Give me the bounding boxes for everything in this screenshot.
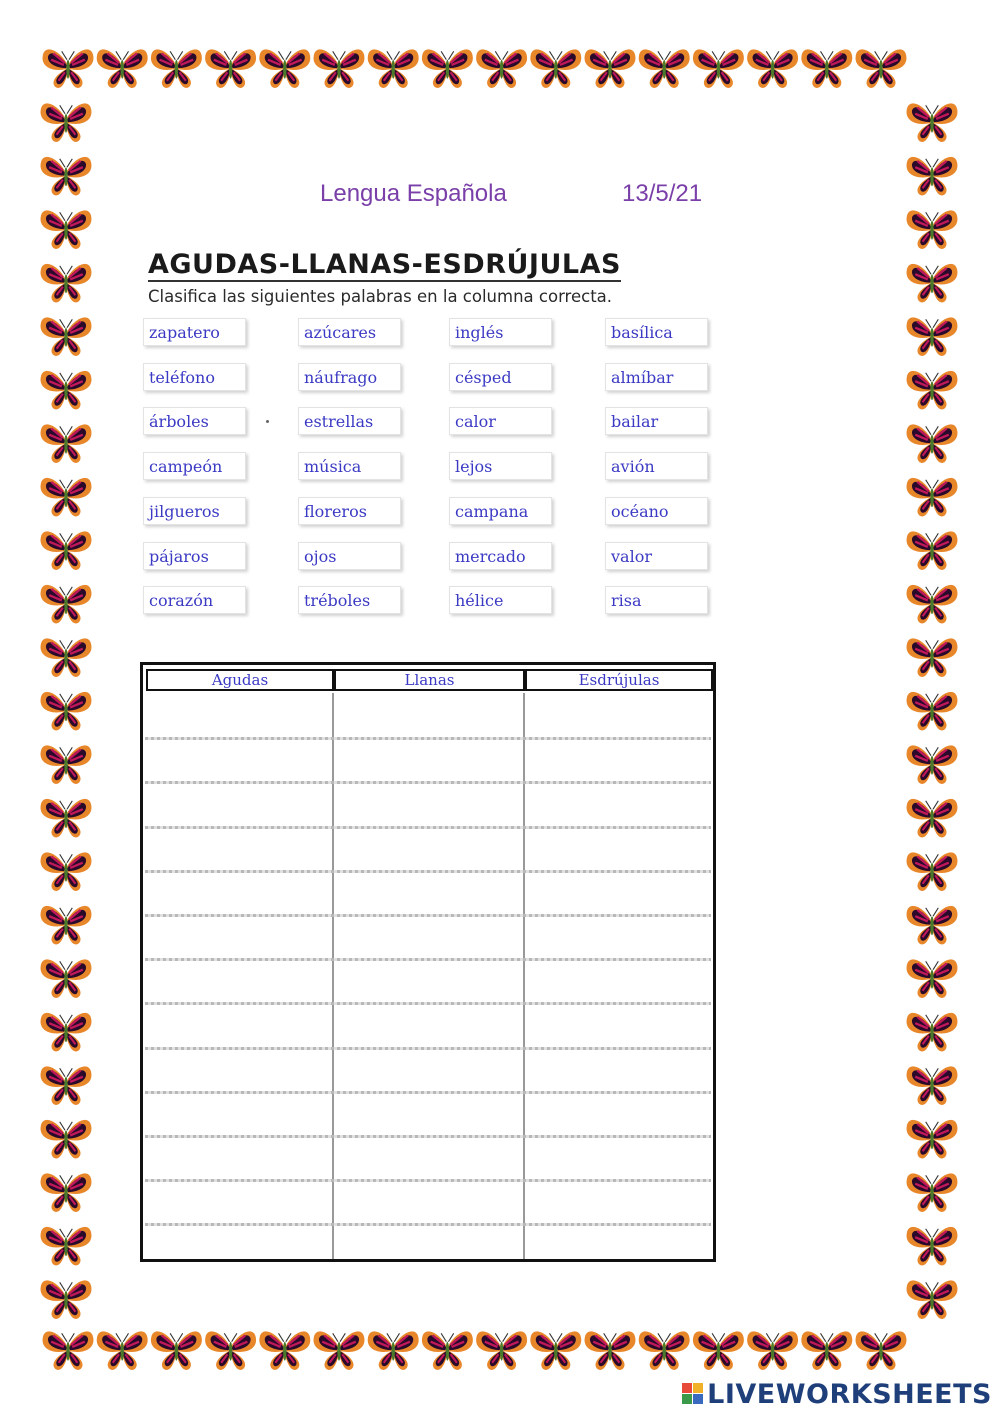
answer-drop-cell[interactable] <box>146 960 332 1004</box>
word-tile[interactable]: música <box>298 452 401 480</box>
butterfly-icon <box>151 49 202 88</box>
word-tile[interactable]: valor <box>605 542 708 570</box>
word-tile[interactable]: hélice <box>449 586 552 614</box>
row-separator <box>145 1047 711 1050</box>
answer-drop-cell[interactable] <box>525 828 713 872</box>
butterfly-icon <box>907 424 958 463</box>
answer-drop-cell[interactable] <box>525 695 713 739</box>
answer-drop-cell[interactable] <box>146 828 332 872</box>
row-separator <box>145 826 711 829</box>
butterfly-icon <box>907 371 958 410</box>
butterfly-icon <box>585 49 636 88</box>
word-tile[interactable]: corazón <box>143 586 246 614</box>
butterfly-icon <box>907 1120 958 1159</box>
butterfly-icon <box>41 371 92 410</box>
answer-drop-cell[interactable] <box>525 1004 713 1048</box>
butterfly-icon <box>530 49 581 88</box>
row-separator <box>145 1135 711 1138</box>
butterfly-icon <box>907 1013 958 1052</box>
word-tile[interactable]: inglés <box>449 318 552 346</box>
butterfly-icon <box>368 49 419 88</box>
butterfly-icon <box>422 49 473 88</box>
butterfly-icon <box>259 49 310 88</box>
word-tile[interactable]: tréboles <box>298 586 401 614</box>
butterfly-icon <box>907 478 958 517</box>
butterfly-icon <box>907 906 958 945</box>
answer-drop-cell[interactable] <box>146 916 332 960</box>
butterfly-icon <box>693 49 744 88</box>
butterfly-icon <box>693 1331 744 1370</box>
butterfly-icon <box>41 1227 92 1266</box>
answer-drop-cell[interactable] <box>334 828 523 872</box>
answer-drop-cell[interactable] <box>146 1225 332 1269</box>
butterfly-icon <box>476 49 527 88</box>
answer-drop-cell[interactable] <box>525 783 713 827</box>
answer-drop-cell[interactable] <box>146 872 332 916</box>
answer-drop-cell[interactable] <box>334 1004 523 1048</box>
butterfly-icon <box>856 1331 907 1370</box>
butterfly-icon <box>907 1066 958 1105</box>
answer-drop-cell[interactable] <box>525 1225 713 1269</box>
word-tile[interactable]: mercado <box>449 542 552 570</box>
classification-table <box>140 662 716 1262</box>
row-separator <box>145 1002 711 1005</box>
butterfly-icon <box>205 49 256 88</box>
butterfly-icon <box>97 49 148 88</box>
answer-drop-cell[interactable] <box>334 1093 523 1137</box>
butterfly-icon <box>41 1013 92 1052</box>
answer-drop-cell[interactable] <box>334 783 523 827</box>
butterfly-icon <box>747 1331 798 1370</box>
butterfly-icon <box>907 799 958 838</box>
answer-drop-cell[interactable] <box>146 1049 332 1093</box>
row-separator <box>145 1223 711 1226</box>
word-tile[interactable]: risa <box>605 586 708 614</box>
answer-drop-cell[interactable] <box>525 916 713 960</box>
logo-icon <box>682 1383 704 1405</box>
butterfly-icon <box>41 531 92 570</box>
butterfly-icon <box>41 799 92 838</box>
butterfly-icon <box>907 1280 958 1319</box>
answer-drop-cell[interactable] <box>146 695 332 739</box>
answer-drop-cell[interactable] <box>334 739 523 783</box>
butterfly-icon <box>43 49 94 88</box>
answer-drop-cell[interactable] <box>525 960 713 1004</box>
column-header-llanas: Llanas <box>334 669 525 691</box>
butterfly-icon <box>747 49 798 88</box>
word-tile[interactable]: ojos <box>298 542 401 570</box>
answer-drop-cell[interactable] <box>334 1049 523 1093</box>
butterfly-icon <box>907 210 958 249</box>
answer-drop-cell[interactable] <box>146 1004 332 1048</box>
butterfly-icon <box>476 1331 527 1370</box>
word-tile[interactable]: zapatero <box>143 318 246 346</box>
butterfly-icon <box>41 1173 92 1212</box>
row-separator <box>145 1179 711 1182</box>
word-tile[interactable]: avión <box>605 452 708 480</box>
answer-drop-cell[interactable] <box>525 1093 713 1137</box>
word-tile[interactable]: césped <box>449 363 552 391</box>
word-tile[interactable]: campana <box>449 497 552 525</box>
butterfly-icon <box>41 478 92 517</box>
butterfly-icon <box>41 852 92 891</box>
butterfly-icon <box>856 49 907 88</box>
word-bank <box>143 318 723 618</box>
word-tile[interactable]: bailar <box>605 407 708 435</box>
butterfly-icon <box>907 103 958 142</box>
stray-dot <box>266 420 269 423</box>
brand-name: LIVEWORKSHEETS <box>707 1378 992 1410</box>
butterfly-icon <box>41 103 92 142</box>
answer-drop-cell[interactable] <box>334 1225 523 1269</box>
answer-drop-cell[interactable] <box>525 1181 713 1225</box>
butterfly-icon <box>41 424 92 463</box>
butterfly-icon <box>801 1331 852 1370</box>
butterfly-icon <box>530 1331 581 1370</box>
butterfly-icon <box>41 638 92 677</box>
answer-drop-cell[interactable] <box>334 916 523 960</box>
butterfly-icon <box>41 1280 92 1319</box>
butterfly-icon <box>907 638 958 677</box>
butterfly-icon <box>907 745 958 784</box>
butterfly-icon <box>368 1331 419 1370</box>
row-separator <box>145 737 711 740</box>
butterfly-icon <box>907 531 958 570</box>
butterfly-icon <box>259 1331 310 1370</box>
answer-drop-cell[interactable] <box>146 739 332 783</box>
butterfly-icon <box>422 1331 473 1370</box>
butterfly-icon <box>41 317 92 356</box>
butterfly-icon <box>801 49 852 88</box>
butterfly-icon <box>43 1331 94 1370</box>
butterfly-icon <box>41 585 92 624</box>
butterfly-icon <box>205 1331 256 1370</box>
butterfly-icon <box>907 317 958 356</box>
worksheet-header <box>0 180 1000 214</box>
word-tile[interactable]: pájaros <box>143 542 246 570</box>
worksheet-instruction: Clasifica las siguientes palabras en la columna correcta. <box>148 287 613 306</box>
word-tile[interactable]: estrellas <box>298 407 401 435</box>
word-tile[interactable]: océano <box>605 497 708 525</box>
answer-drop-cell[interactable] <box>334 960 523 1004</box>
word-tile[interactable]: teléfono <box>143 363 246 391</box>
butterfly-icon <box>907 1173 958 1212</box>
butterfly-icon <box>97 1331 148 1370</box>
word-tile[interactable]: almíbar <box>605 363 708 391</box>
worksheet-title: AGUDAS-LLANAS-ESDRÚJULAS <box>148 249 621 280</box>
butterfly-icon <box>907 959 958 998</box>
butterfly-icon <box>41 959 92 998</box>
row-separator <box>145 914 711 917</box>
butterfly-icon <box>314 49 365 88</box>
answer-drop-cell[interactable] <box>525 1137 713 1181</box>
butterfly-icon <box>41 692 92 731</box>
word-tile[interactable]: campeón <box>143 452 246 480</box>
butterfly-icon <box>41 210 92 249</box>
answer-drop-cell[interactable] <box>334 1181 523 1225</box>
row-separator <box>145 1091 711 1094</box>
word-tile[interactable]: basílica <box>605 318 708 346</box>
answer-drop-cell[interactable] <box>525 739 713 783</box>
word-tile[interactable]: náufrago <box>298 363 401 391</box>
row-separator <box>145 870 711 873</box>
row-separator <box>145 781 711 784</box>
butterfly-icon <box>41 906 92 945</box>
butterfly-icon <box>585 1331 636 1370</box>
word-tile[interactable]: floreros <box>298 497 401 525</box>
butterfly-icon <box>639 49 690 88</box>
butterfly-icon <box>907 585 958 624</box>
answer-drop-cell[interactable] <box>146 1137 332 1181</box>
answer-drop-cell[interactable] <box>146 783 332 827</box>
answer-drop-cell[interactable] <box>525 872 713 916</box>
butterfly-icon <box>151 1331 202 1370</box>
answer-drop-cell[interactable] <box>334 695 523 739</box>
answer-drop-cell[interactable] <box>334 1137 523 1181</box>
butterfly-icon <box>907 852 958 891</box>
liveworksheets-logo <box>682 1379 992 1409</box>
word-tile[interactable]: azúcares <box>298 318 401 346</box>
butterfly-icon <box>907 692 958 731</box>
column-header-esdrujulas: Esdrújulas <box>525 669 713 691</box>
butterfly-icon <box>41 264 92 303</box>
answer-drop-cell[interactable] <box>146 1093 332 1137</box>
butterfly-icon <box>907 264 958 303</box>
butterfly-icon <box>907 1227 958 1266</box>
date-label: 13/5/21 <box>622 180 703 207</box>
butterfly-icon <box>314 1331 365 1370</box>
word-tile[interactable]: lejos <box>449 452 552 480</box>
answer-drop-cell[interactable] <box>525 1049 713 1093</box>
row-separator <box>145 958 711 961</box>
subject-label: Lengua Española <box>320 180 507 207</box>
butterfly-icon <box>41 1120 92 1159</box>
word-tile[interactable]: calor <box>449 407 552 435</box>
answer-drop-cell[interactable] <box>334 872 523 916</box>
word-tile[interactable]: jilgueros <box>143 497 246 525</box>
column-header-agudas: Agudas <box>146 669 334 691</box>
butterfly-icon <box>639 1331 690 1370</box>
butterfly-icon <box>41 745 92 784</box>
answer-drop-cell[interactable] <box>146 1181 332 1225</box>
word-tile[interactable]: árboles <box>143 407 246 435</box>
butterfly-icon <box>41 1066 92 1105</box>
